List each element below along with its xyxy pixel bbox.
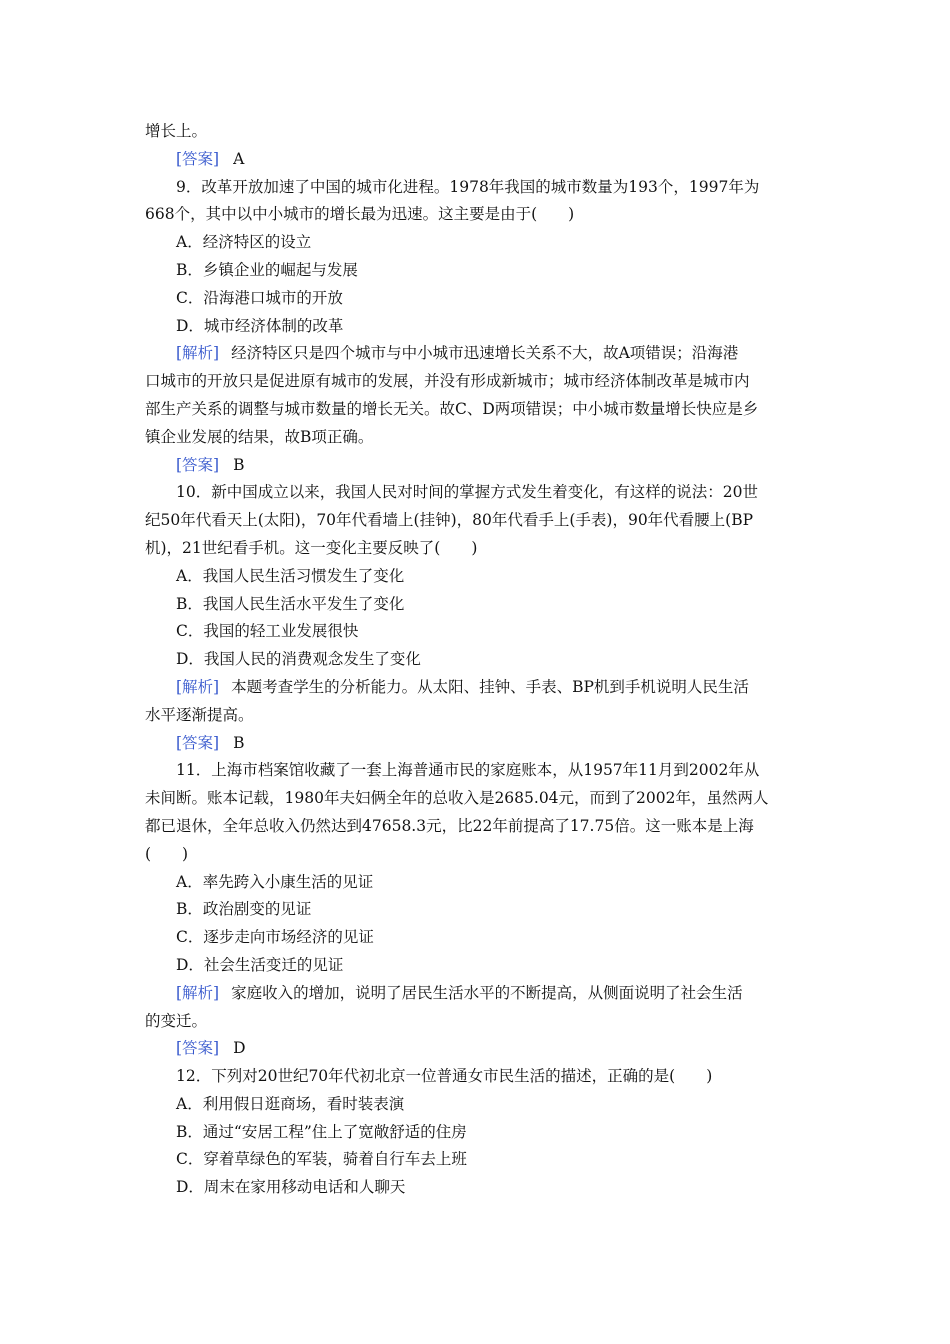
text-line: D．我国人民的消费观念发生了变化 bbox=[176, 650, 421, 669]
answer-line bbox=[145, 1035, 810, 1063]
text-line: 机)，21世纪看手机。这一变化主要反映了( ) bbox=[145, 538, 478, 557]
text-line: 9．改革开放加速了中国的城市化进程。1978年我国的城市数量为193个，1997年为 bbox=[176, 177, 760, 196]
analysis-line bbox=[145, 340, 810, 368]
analysis-line bbox=[145, 674, 810, 702]
text-line: B．我国人民生活水平发生了变化 bbox=[176, 594, 405, 613]
answer-value: B bbox=[233, 733, 245, 752]
text-line: A．利用假日逛商场，看时装表演 bbox=[176, 1094, 405, 1113]
text-line: A．我国人民生活习惯发生了变化 bbox=[176, 566, 405, 585]
text-line: C．我国的轻工业发展很快 bbox=[176, 622, 359, 641]
text-line: C．沿海港口城市的开放 bbox=[176, 288, 343, 307]
analysis-tag: [解析] bbox=[176, 344, 220, 363]
text-line: B．乡镇企业的崛起与发展 bbox=[176, 260, 358, 279]
text-line: B．通过“安居工程”住上了宽敞舒适的住房 bbox=[176, 1122, 467, 1141]
text-line: A．率先跨入小康生活的见证 bbox=[176, 872, 374, 891]
text-line: 都已退休，全年总收入仍然达到47658.3元，比22年前提高了17.75倍。这一账本是上海 bbox=[145, 816, 754, 835]
text-line: D．城市经济体制的改革 bbox=[176, 316, 344, 335]
answer-value: B bbox=[233, 455, 245, 474]
text-line: 纪50年代看天上(太阳)，70年代看墙上(挂钟)，80年代看手上(手表)，90年代看腰上(BP bbox=[145, 511, 754, 530]
text-line: 的变迁。 bbox=[145, 1011, 208, 1030]
text-line: D．周末在家用移动电话和人聊天 bbox=[176, 1178, 406, 1197]
text-line: 未间断。账本记载，1980年夫妇俩全年的总收入是2685.04元，而到了2002年，虽然两人 bbox=[145, 789, 769, 808]
text-line: 水平逐渐提高。 bbox=[145, 705, 254, 724]
analysis-text: 经济特区只是四个城市与中小城市迅速增长关系不大，故A项错误；沿海港 bbox=[231, 344, 739, 363]
analysis-text: 家庭收入的增加，说明了居民生活水平的不断提高，从侧面说明了社会生活 bbox=[231, 983, 743, 1002]
analysis-text: 本题考查学生的分析能力。从太阳、挂钟、手表、BP机到手机说明人民生活 bbox=[231, 677, 749, 696]
text-line: B．政治剧变的见证 bbox=[176, 900, 312, 919]
analysis-line bbox=[145, 980, 810, 1008]
answer-value: A bbox=[233, 149, 245, 168]
text-line: 增长上。 bbox=[145, 122, 208, 140]
text-line: C．逐步走向市场经济的见证 bbox=[176, 928, 374, 947]
answer-value: D bbox=[233, 1039, 246, 1058]
text-line: 668个，其中以中小城市的增长最为迅速。这主要是由于( ) bbox=[145, 205, 575, 224]
text-line: 11．上海市档案馆收藏了一套上海普通市民的家庭账本，从1957年11月到2002年从 bbox=[176, 761, 760, 780]
text-line: 部生产关系的调整与城市数量的增长无关。故C、D两项错误；中小城市数量增长快应是乡 bbox=[145, 399, 759, 418]
answer-tag: [答案] bbox=[176, 1039, 220, 1058]
text-line: A．经济特区的设立 bbox=[176, 233, 312, 252]
answer-line bbox=[145, 730, 810, 758]
analysis-tag: [解析] bbox=[176, 677, 220, 696]
text-line: C．穿着草绿色的军装，骑着自行车去上班 bbox=[176, 1150, 467, 1169]
analysis-tag: [解析] bbox=[176, 983, 220, 1002]
text-line: 镇企业发展的结果，故B项正确。 bbox=[145, 427, 374, 446]
text-line: D．社会生活变迁的见证 bbox=[176, 955, 344, 974]
answer-tag: [答案] bbox=[176, 455, 220, 474]
answer-tag: [答案] bbox=[176, 733, 220, 752]
text-line: ( ) bbox=[145, 844, 189, 863]
document-page bbox=[145, 118, 810, 1202]
text-line: 12．下列对20世纪70年代初北京一位普通女市民生活的描述，正确的是( ) bbox=[176, 1067, 713, 1086]
text-line: 10．新中国成立以来，我国人民对时间的掌握方式发生着变化，有这样的说法：20世 bbox=[176, 483, 758, 502]
answer-tag: [答案] bbox=[176, 149, 220, 168]
answer-line bbox=[145, 452, 810, 480]
answer-line bbox=[145, 146, 810, 174]
text-line: 口城市的开放只是促进原有城市的发展，并没有形成新城市；城市经济体制改革是城市内 bbox=[145, 372, 750, 391]
